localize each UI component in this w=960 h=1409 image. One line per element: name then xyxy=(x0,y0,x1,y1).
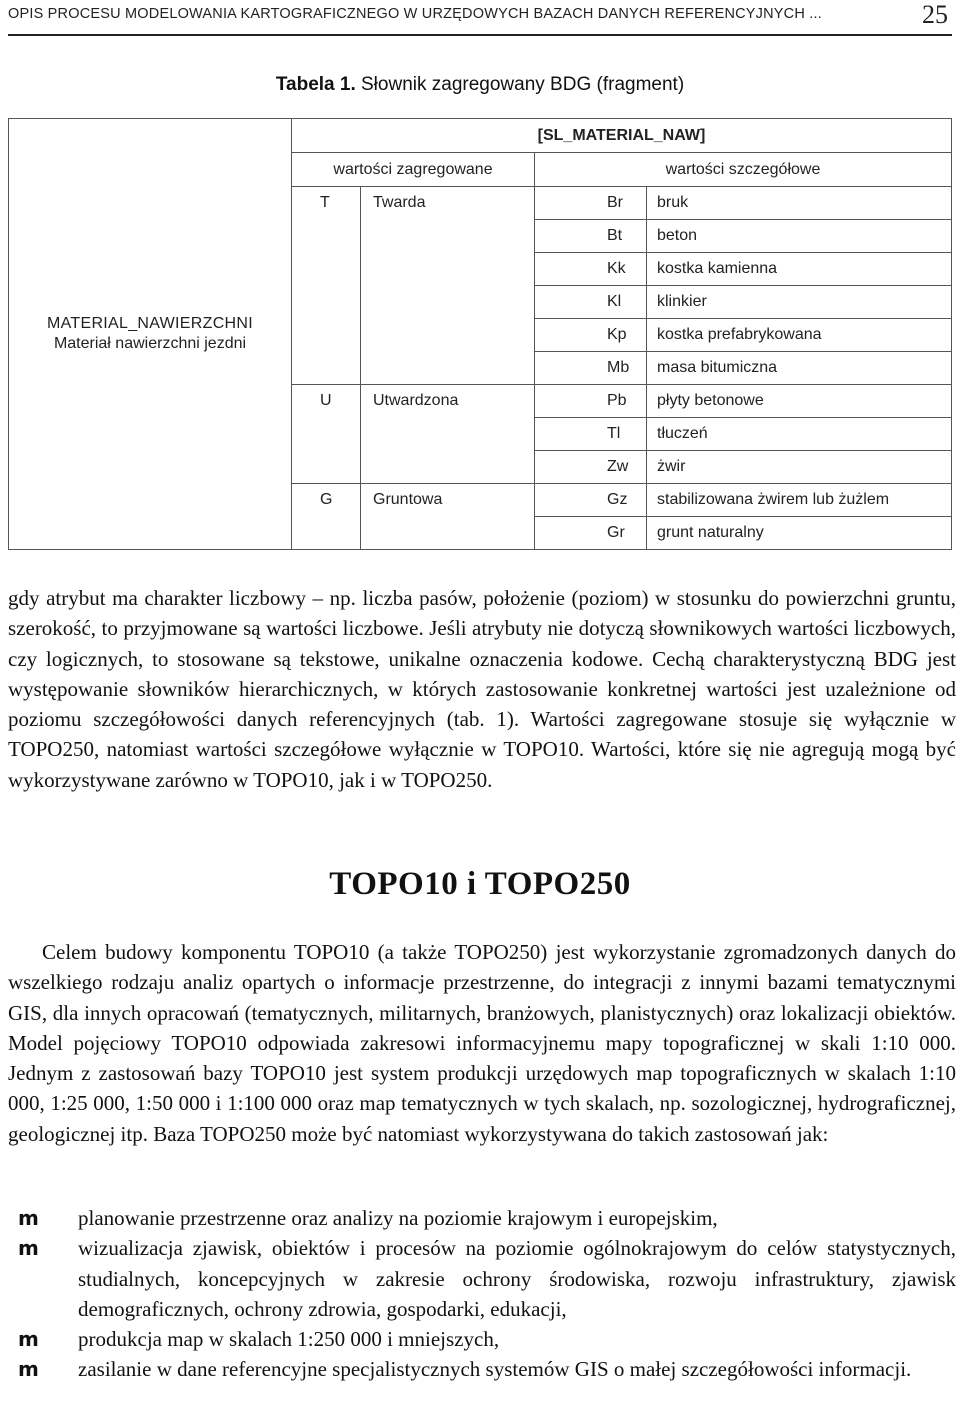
detailed-code: Tl xyxy=(535,418,647,451)
aggregated-code: G xyxy=(292,484,361,550)
attribute-code: MATERIAL_NAWIERZCHNI xyxy=(46,315,253,332)
bullet-icon: m xyxy=(18,1206,39,1230)
detailed-description: bruk xyxy=(647,187,952,220)
bullet-text: planowanie przestrzenne oraz analizy na poziomie krajowym i europejskim, xyxy=(78,1206,718,1230)
body-paragraph-1: gdy atrybut ma charakter liczbowy – np. liczba pasów, położenie (poziom) w stosunku do powierzchni gruntu, szerokość, to przyjmowane są wartości liczbowe. Jeśli atrybuty nie dotyczą słownikowych wartości liczbowych, czy logicznych, to stosowane są tekstowe, unikalne oznaczenia kodowe. Cechą charakterystyczną BDG jest występowanie słowników hierarchicznych, w których zastosowanie konkretnej wartości jest uzależnione od poziomu szczegółowości danych referencyjnych (tab. 1). Wartości zagregowane stosuje się wyłącznie w TOPO250, natomiast wartości szczegółowe wyłącznie w TOPO10. Wartości, które się nie agregują mogą być wykorzystywane zarówno w TOPO10, jak i w TOPO250. xyxy=(8,586,956,792)
table-caption-label: Tabela 1. xyxy=(275,74,356,95)
detailed-values-header: wartości szczegółowe xyxy=(535,153,952,187)
aggregated-values-header: wartości zagregowane xyxy=(292,153,535,187)
body-paragraph-2: Celem budowy komponentu TOPO10 (a także TOPO250) jest wykorzystanie zgromadzonych danych do wszelkiego rodzaju analiz opartych o informacje przestrzenne, do integracji z innymi bazami tematycznymi GIS, dla innych opracowań (tematycznych, militarnych, branżowych, planistycznych) oraz lokalizacji obiektów. Model pojęciowy TOPO10 odpowiada zakresowi informacyjnemu mapy topograficznej w skali 1:10 000. Jednym z zastosowań bazy TOPO10 jest system produkcji urzędowych map topograficznych w skalach 1:10 000, 1:25 000, 1:50 000 i 1:100 000 oraz map tematycznych w tych skalach, np. sozologicznej, hydrograficznej, geologicznej itp. Baza TOPO250 może być natomiast wykorzystywana do takich zastosowań jak: xyxy=(8,940,956,1146)
detailed-code: Bt xyxy=(535,220,647,253)
bullet-text: wizualizacja zjawisk, obiektów i procesów na poziomie ogólnokrajowym do celów statystycznych, studialnych, koncepcyjnych w zakresie ochrony środowiska, rozwoju infrastruktury, zjawisk demograficznych, ochrony zdrowia, gospodarki, edukacji, xyxy=(78,1236,956,1321)
page-number: 25 xyxy=(922,0,948,29)
detailed-code: Kk xyxy=(535,253,647,286)
page-header xyxy=(8,0,952,36)
aggregated-name: Utwardzona xyxy=(361,385,535,484)
bullet-icon: m xyxy=(18,1357,39,1382)
aggregated-name: Gruntowa xyxy=(361,484,535,550)
aggregated-name: Twarda xyxy=(361,187,535,385)
table-caption xyxy=(0,74,960,96)
detailed-code: Mb xyxy=(535,352,647,385)
detailed-description: masa bitumiczna xyxy=(647,352,952,385)
detailed-description: beton xyxy=(647,220,952,253)
detailed-code: Br xyxy=(535,187,647,220)
bullet-item xyxy=(8,1354,956,1384)
detailed-description: tłuczeń xyxy=(647,418,952,451)
detailed-description: kostka kamienna xyxy=(647,253,952,286)
dictionary-table xyxy=(8,118,952,550)
running-title: OPIS PROCESU MODELOWANIA KARTOGRAFICZNEGO W URZĘDOWYCH BAZACH DANYCH REFERENCYJNYCH ... xyxy=(8,6,822,22)
bullet-icon: m xyxy=(18,1327,39,1352)
detailed-description: płyty betonowe xyxy=(647,385,952,418)
detailed-description: klinkier xyxy=(647,286,952,319)
dictionary-name: [SL_MATERIAL_NAW] xyxy=(292,119,952,153)
detailed-description: stabilizowana żwirem lub żużlem xyxy=(647,484,952,517)
aggregated-code: U xyxy=(292,385,361,484)
detailed-description: grunt naturalny xyxy=(647,517,952,550)
detailed-code: Pb xyxy=(535,385,647,418)
table-caption-text: Słownik zagregowany BDG (fragment) xyxy=(355,74,685,95)
bullet-item xyxy=(8,1203,956,1233)
attribute-description: Materiał nawierzchni jezdni xyxy=(53,335,247,352)
bullet-text: zasilanie w dane referencyjne specjalistycznych systemów GIS o małej szczegółowości informacji. xyxy=(78,1357,912,1382)
bullet-text: produkcja map w skalach 1:250 000 i mniejszych, xyxy=(78,1327,500,1352)
detailed-code: Kl xyxy=(535,286,647,319)
detailed-description: kostka prefabrykowana xyxy=(647,319,952,352)
section-heading: TOPO10 i TOPO250 xyxy=(329,866,631,902)
table-header-row xyxy=(9,119,952,153)
detailed-description: żwir xyxy=(647,451,952,484)
attribute-cell xyxy=(9,119,292,550)
detailed-code: Gr xyxy=(535,517,647,550)
detailed-code: Zw xyxy=(535,451,647,484)
aggregated-code: T xyxy=(292,187,361,385)
bullet-item xyxy=(8,1324,956,1354)
bullet-icon: m xyxy=(18,1236,39,1261)
detailed-code: Kp xyxy=(535,319,647,352)
bullet-item xyxy=(8,1233,956,1324)
bullet-list xyxy=(8,1203,956,1385)
detailed-code: Gz xyxy=(535,484,647,517)
